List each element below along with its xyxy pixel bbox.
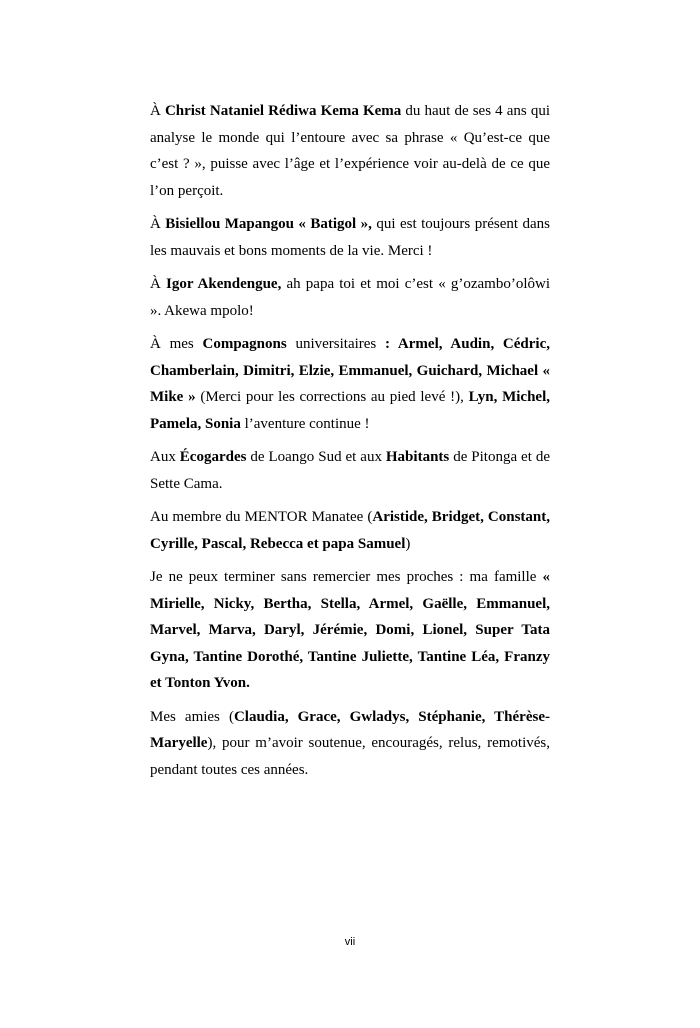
paragraph-bisiellou xyxy=(150,211,550,264)
bold-run: Compagnons xyxy=(202,336,287,352)
bold-run: Claudia, Grace, Gwladys, Stéphanie, Thérèse-Maryelle xyxy=(150,708,550,751)
paragraph-amies xyxy=(150,704,550,784)
text-run: du haut de ses 4 ans qui analyse le monde qui l’entoure avec sa phrase « Qu’est-ce que c’est ? », puisse avec l’âge et l’expérience voir au-delà de ce que l’on perçoit. xyxy=(150,103,550,199)
bold-run: Écogardes xyxy=(179,449,247,465)
bold-run: : Armel, Audin, Cédric, Chamberlain, Dimitri, Elzie, Emmanuel, Guichard, Michael « Mike » xyxy=(150,336,551,405)
bold-run: Habitants xyxy=(385,449,450,465)
text-run: ah papa toi et moi c’est « g’ozambo’olôwi ». Akewa mpolo! xyxy=(150,276,550,319)
paragraph-compagnons xyxy=(150,331,550,437)
text-run: Au membre du MENTOR Manatee ( xyxy=(150,509,373,525)
text-run: À mes xyxy=(150,336,203,352)
bold-run: Bisiellou Mapangou « Batigol », xyxy=(165,216,372,232)
paragraph-mentor xyxy=(150,504,550,557)
text-run: Je ne peux terminer sans remercier mes proches : ma famille xyxy=(150,569,543,585)
text-run: de Pitonga et de Sette Cama. xyxy=(150,449,550,492)
bold-run: Aristide, Bridget, Constant, Cyrille, Pascal, Rebecca et papa Samuel xyxy=(150,509,551,552)
text-run: Aux xyxy=(150,449,180,465)
text-run: Mes amies ( xyxy=(150,708,234,725)
text-run: l’aventure continue ! xyxy=(240,415,370,432)
bold-run: « Mirielle, Nicky, Bertha, Stella, Armel, Gaëlle, Emmanuel, Marvel, Marva, Daryl, Jérémie, Domi, Lionel, Super Tata Gyna, Tantine Dorothé, Tantine Juliette, Tantine Léa, Franzy et Tonton Yvon. xyxy=(150,569,550,691)
bold-run: Christ Nataniel Rédiwa Kema Kema xyxy=(164,103,402,119)
acknowledgements-text xyxy=(150,98,550,790)
text-run: ) xyxy=(405,535,411,552)
text-run: À xyxy=(150,103,165,119)
text-run: À xyxy=(150,216,166,232)
text-run: qui est toujours présent dans les mauvais et bons moments de la vie. Merci ! xyxy=(150,216,550,259)
bold-run: Igor Akendengue, xyxy=(166,276,282,292)
paragraph-famille xyxy=(150,564,550,697)
paragraph-christ-nataniel xyxy=(150,98,550,204)
text-run: universitaires xyxy=(286,336,386,352)
page-number: vii xyxy=(344,936,356,948)
paragraph-igor xyxy=(150,271,550,324)
bold-run: Lyn, Michel, Pamela, Sonia xyxy=(150,389,551,432)
text-run: (Merci pour les corrections au pied levé !), xyxy=(195,389,469,405)
paragraph-ecogardes xyxy=(150,444,550,497)
text-run: ), pour m’avoir soutenue, encouragés, relus, remotivés, pendant toutes ces années. xyxy=(150,735,550,778)
text-run: de Loango Sud et aux xyxy=(246,449,386,465)
text-run: À xyxy=(150,276,166,292)
